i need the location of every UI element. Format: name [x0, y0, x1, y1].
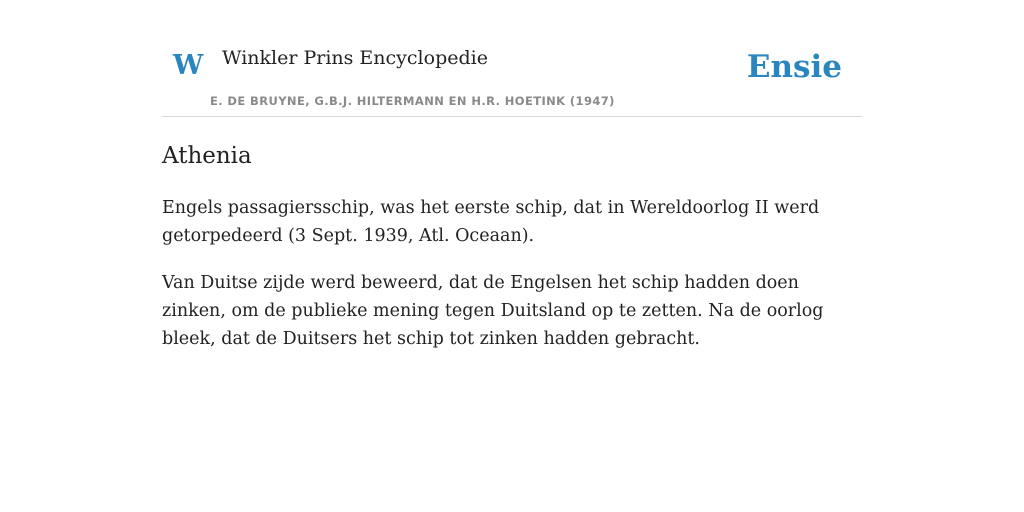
ensie-home-link[interactable]: Ensie	[746, 49, 842, 85]
publication-title[interactable]: Winkler Prins Encyclopedie	[222, 47, 488, 69]
article-body	[162, 194, 862, 353]
publication-authors: E. DE BRUYNE, G.B.J. HILTERMANN EN H.R. HOETINK (1947)	[210, 94, 615, 108]
article-paragraph: Engels passagiersschip, was het eerste schip, dat in Wereldoorlog II werd getorpedeerd (3 Sept. 1939, Atl. Oceaan).	[162, 198, 820, 246]
winkler-prins-logo-icon[interactable]: W	[173, 50, 204, 81]
article-title: Athenia	[162, 143, 252, 169]
page	[162, 0, 862, 353]
article-paragraph: Van Duitse zijde werd beweerd, dat de Engelsen het schip hadden doen zinken, om de publieke mening tegen Duitsland op te zetten. Na de oorlog bleek, dat de Duitsers het schip tot zinken hadden gebracht.	[162, 273, 824, 349]
encyclopedia-header	[162, 0, 862, 117]
